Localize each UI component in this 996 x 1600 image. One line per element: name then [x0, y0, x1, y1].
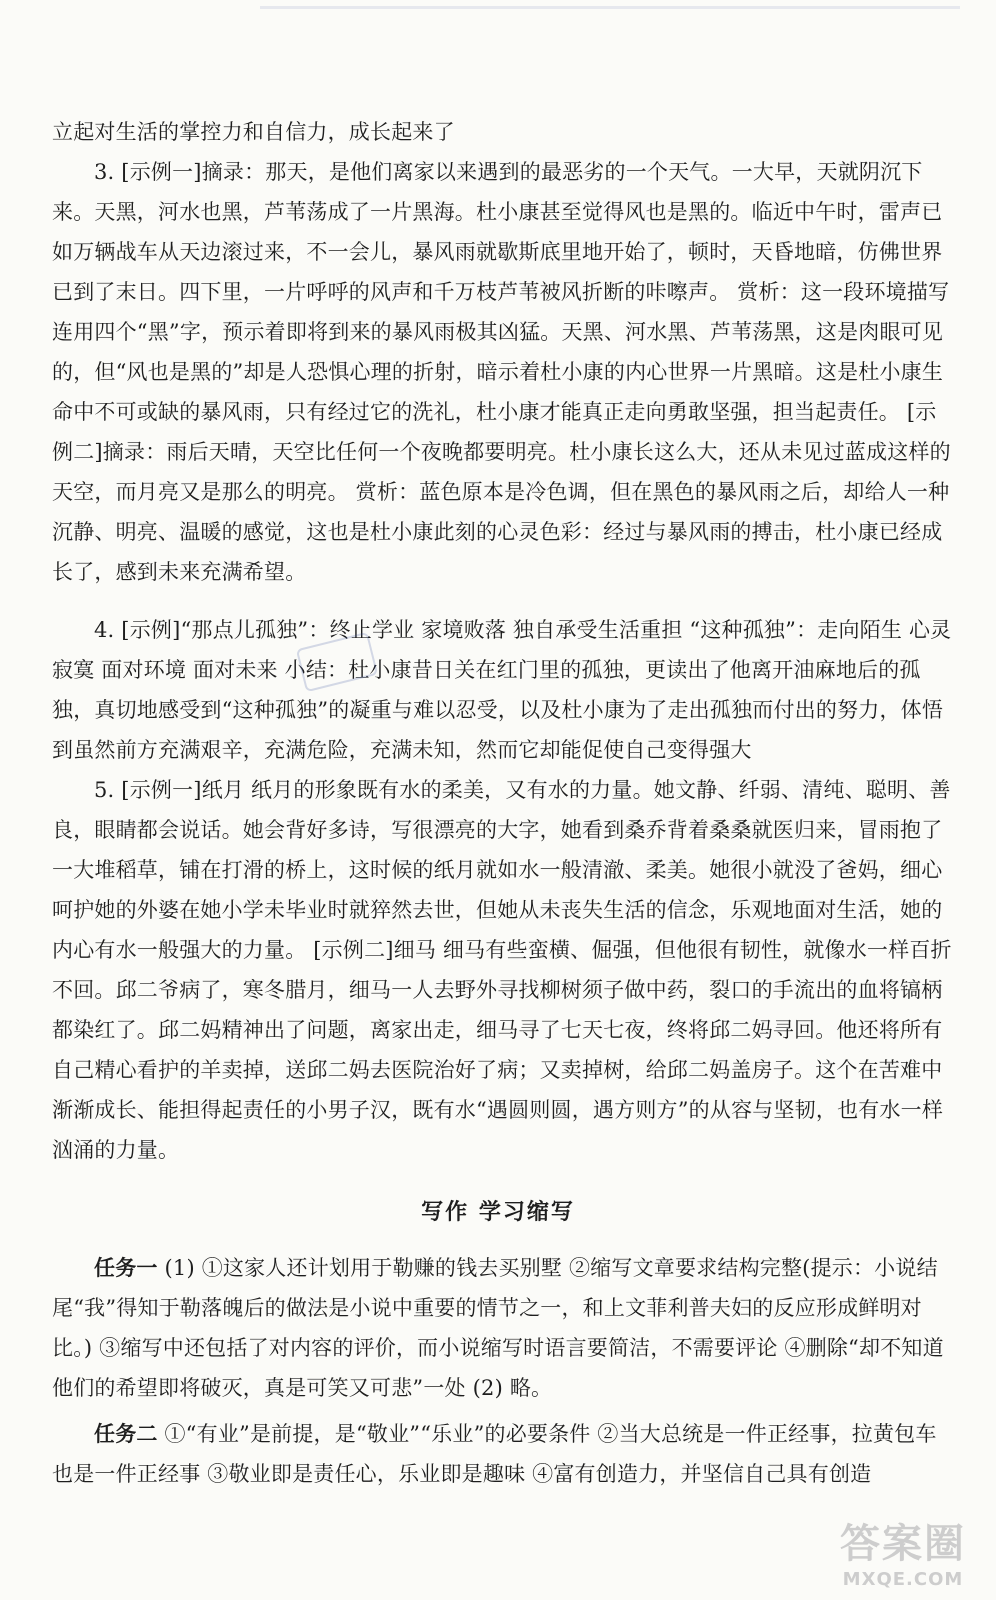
answer-item-3: 3. [示例一]摘录：那天，是他们离家以来遇到的最恶劣的一个天气。一大早，天就阴沉下来。天黑，河水也黑，芦苇荡成了一片黑海。杜小康甚至觉得风也是黑的。临近中午时，雷声已如万辆战车从天边滚过来，不一会儿，暴风雨就歇斯底里地开始了，顿时，天昏地暗，仿佛世界已到了末日。四下里，一片呼呼的风声和千万枝芦苇被风折断的咔嚓声。 赏析：这一段环境描写连用四个“黑”字，预示着即将到来的暴风雨极其凶猛。天黑、河水黑、芦苇荡黑，这是肉眼可见的，但“风也是黑的”却是人恐惧心理的折射，暗示着杜小康的内心世界一片黑暗。这是杜小康生命中不可或缺的暴风雨，只有经过它的洗礼，杜小康才能真正走向勇敢坚强，担当起责任。 [示例二]摘录：雨后天晴，天空比任何一个夜晚都要明亮。杜小康长这么大，还从未见过蓝成这样的天空，而月亮又是那么的明亮。 赏析：蓝色原本是冷色调，但在黑色的暴风雨之后，却给人一种沉静、明亮、温暖的感觉，这也是杜小康此刻的心灵色彩：经过与暴风雨的搏击，杜小康已经成长了，感到未来充满希望。	[52, 160, 951, 584]
answer-text-block	[52, 112, 952, 1170]
task-1	[52, 1248, 952, 1408]
logo-wordmark: 答案圈	[840, 1521, 966, 1567]
continued-line: 立起对生活的掌控力和自信力，成长起来了	[52, 120, 455, 144]
task-2-label: 任务二	[94, 1422, 158, 1446]
answer-item-4: 4. [示例]“那点儿孤独”：终止学业 家境败落 独自承受生活重担 “这种孤独”：走向陌生 心灵寂寞 面对环境 面对未来 小结：杜小康昔日关在红门里的孤独，更读出了他离开油麻地后的孤独，真切地感受到“这种孤独”的凝重与难以忍受，以及杜小康为了走出孤独而付出的努力，体悟到虽然前方充满艰辛，充满危险，充满未知，然而它却能促使自己变得强大	[52, 618, 952, 762]
top-border-line	[260, 6, 960, 9]
writing-tasks-block	[52, 1248, 952, 1494]
answer-item-5: 5. [示例一]纸月 纸月的形象既有水的柔美，又有水的力量。她文静、纤弱、清纯、聪明、善良，眼睛都会说话。她会背好多诗，写很漂亮的大字，她看到桑乔背着桑桑就医归来，冒雨抱了一大堆稻草，铺在打滑的桥上，这时候的纸月就如水一般清澈、柔美。她很小就没了爸妈，细心呵护她的外婆在她小学未毕业时就猝然去世，但她从未丧失生活的信念，乐观地面对生活，她的内心有水一般强大的力量。 [示例二]细马 细马有些蛮横、倔强，但他很有韧性，就像水一样百折不回。邱二爷病了，寒冬腊月，细马一人去野外寻找柳树须子做中药，裂口的手流出的血将镐柄都染红了。邱二妈精神出了问题，离家出走，细马寻了七天七夜，终将邱二妈寻回。他还将所有自己精心看护的羊卖掉，送邱二妈去医院治好了病；又卖掉树，给邱二妈盖房子。这个在苦难中渐渐成长、能担得起责任的小男子汉，既有水“遇圆则圆，遇方则方”的从容与坚韧，也有水一样汹涌的力量。	[52, 778, 952, 1162]
site-logo	[828, 1516, 978, 1590]
task-2	[52, 1414, 952, 1494]
task-1-label: 任务一	[94, 1256, 158, 1280]
task-2-text: ①“有业”是前提，是“敬业”“乐业”的必要条件 ②当大总统是一件正经事，拉黄包车也是一件正经事 ③敬业即是责任心，乐业即是趣味 ④富有创造力，并坚信自己具有创造	[52, 1422, 937, 1486]
task-1-text: (1) ①这家人还计划用于勒赚的钱去买别墅 ②缩写文章要求结构完整(提示：小说结尾“我”得知于勒落魄后的做法是小说中重要的情节之一，和上文菲利普夫妇的反应形成鲜明对比。) ③缩写中还包括了对内容的评价，而小说缩写时语言要简洁，不需要评论 ④删除“却不知道他们的希望即将破灭，真是可笑又可悲”一处 (2) 略。	[52, 1256, 944, 1400]
section-title: 写作 学习缩写	[421, 1200, 575, 1225]
logo-url: MXQE.COM	[842, 1569, 964, 1590]
